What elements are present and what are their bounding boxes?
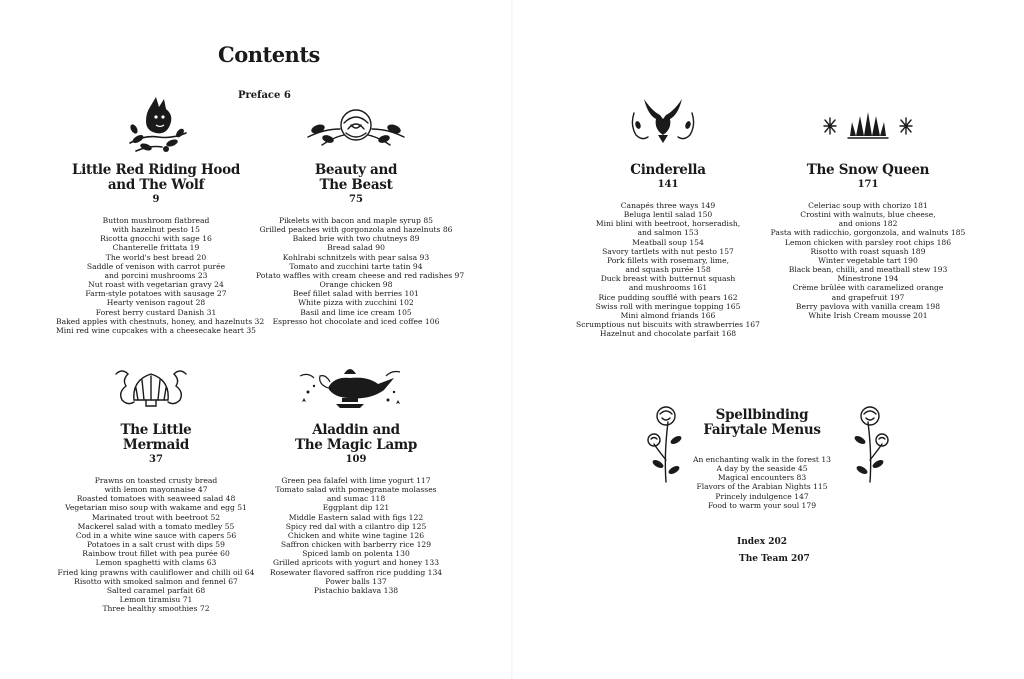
recipe-entry: Lemon tiramisu 71 bbox=[119, 595, 193, 605]
recipe-list bbox=[56, 216, 265, 335]
chapter-title-line: The Little bbox=[120, 422, 192, 438]
recipe-entry: Chanterelle frittata 19 bbox=[112, 243, 200, 253]
section-cinderella bbox=[568, 163, 768, 338]
recipe-entry: Risotto with roast squash 189 bbox=[810, 246, 926, 256]
recipe-entry: Baked brie with two chutneys 89 bbox=[292, 234, 420, 244]
recipe-entry: and mushrooms 161 bbox=[628, 283, 708, 293]
chapter-title-line: Spellbinding bbox=[715, 407, 809, 423]
index-entry: Index 202 bbox=[737, 537, 788, 547]
recipe-entry: Chicken and white wine tagine 126 bbox=[287, 530, 425, 540]
recipe-entry: Beluga lentil salad 150 bbox=[623, 210, 713, 220]
recipe-entry: Rainbow trout fillet with pea purée 60 bbox=[82, 549, 230, 559]
recipe-entry: Forest berry custard Danish 31 bbox=[95, 307, 217, 317]
recipe-entry: Mackerel salad with a tomato medley 55 bbox=[77, 521, 235, 531]
recipe-entry: Pikelets with bacon and maple syrup 85 bbox=[279, 216, 433, 225]
recipe-entry: Saffron chicken with barberry rice 129 bbox=[280, 540, 432, 550]
recipe-entry: White pizza with zucchini 102 bbox=[298, 298, 414, 308]
recipe-list bbox=[56, 476, 256, 613]
chapter-title-line: Aladdin and bbox=[312, 422, 400, 438]
recipe-entry: Green pea falafel with lime yogurt 117 bbox=[281, 476, 431, 485]
recipe-entry: Three healthy smoothies 72 bbox=[102, 604, 210, 614]
ice-crown-icon bbox=[822, 110, 914, 140]
recipe-entry: Basil and lime ice cream 105 bbox=[300, 307, 412, 317]
recipe-entry: Fried king prawns with cauliflower and chilli oil 64 bbox=[57, 567, 255, 577]
recipe-entry: Prawns on toasted crusty bread bbox=[94, 476, 218, 485]
section-red-riding-hood bbox=[56, 162, 265, 335]
chapter-title-line: The Beast bbox=[319, 177, 393, 193]
chapter-title-line: and The Wolf bbox=[107, 177, 205, 193]
recipe-entry: Farm-style potatoes with sausage 27 bbox=[85, 289, 227, 299]
chapter-page-number: 75 bbox=[349, 194, 363, 205]
recipe-entry: Minestrone 194 bbox=[837, 274, 899, 284]
recipe-entry: Button mushroom flatbread bbox=[102, 216, 210, 225]
chapter-title-line: Cinderella bbox=[630, 162, 706, 178]
recipe-entry: Swiss roll with meringue topping 165 bbox=[595, 301, 741, 311]
recipe-entry: Salted caramel parfait 68 bbox=[106, 585, 206, 595]
chapter-title-line: Little Red Riding Hood bbox=[72, 162, 240, 178]
chapter-title-line: The Snow Queen bbox=[806, 162, 930, 178]
recipe-entry: Tomato salad with pomegranate molasses bbox=[275, 485, 437, 495]
chapter-page-number: 37 bbox=[149, 454, 163, 465]
recipe-entry: and porcini mushrooms 23 bbox=[104, 270, 208, 280]
recipe-entry: Marinated trout with beetroot 52 bbox=[91, 512, 221, 522]
recipe-entry: Princely indulgence 147 bbox=[715, 491, 809, 501]
recipe-entry: Savory tartlets with nut pesto 157 bbox=[602, 246, 734, 256]
recipe-entry: Winter vegetable tart 190 bbox=[818, 255, 918, 265]
section-menus bbox=[662, 408, 862, 510]
recipe-list bbox=[256, 476, 456, 595]
page-title: Contents bbox=[218, 42, 320, 67]
chapter-page-number: 171 bbox=[857, 179, 879, 190]
recipe-entry: and sumac 118 bbox=[326, 494, 386, 504]
recipe-entry: Grilled apricots with yogurt and honey 133 bbox=[272, 558, 440, 568]
recipe-entry: Grilled peaches with gorgonzola and hazelnuts 86 bbox=[259, 225, 453, 235]
recipe-entry: Vegetarian miso soup with wakame and egg 51 bbox=[65, 503, 247, 513]
recipe-entry: Pistachio baklava 138 bbox=[313, 585, 399, 595]
recipe-entry: Cod in a white wine sauce with capers 56 bbox=[75, 530, 237, 540]
recipe-entry: Meatball soup 154 bbox=[632, 237, 704, 247]
recipe-entry: Flavors of the Arabian Nights 115 bbox=[696, 482, 828, 492]
recipe-entry: Tomato and zucchini tarte tatin 94 bbox=[289, 261, 423, 271]
recipe-entry: Berry pavlova with vanilla cream 198 bbox=[795, 301, 941, 311]
recipe-entry: and salmon 153 bbox=[637, 228, 699, 238]
recipe-entry: Rice pudding soufflé with pears 162 bbox=[598, 292, 738, 302]
recipe-list bbox=[662, 455, 862, 510]
recipe-entry: Roasted tomatoes with seaweed salad 48 bbox=[76, 494, 236, 504]
recipe-entry: Bread salad 90 bbox=[327, 243, 385, 253]
recipe-entry: Pork fillets with rosemary, lime, bbox=[606, 255, 730, 265]
recipe-entry: Potatoes in a salt crust with dips 59 bbox=[87, 540, 225, 550]
recipe-entry: Risotto with smoked salmon and fennel 67 bbox=[74, 576, 238, 586]
recipe-entry: Magical encounters 83 bbox=[717, 473, 807, 483]
recipe-entry: Duck breast with butternut squash bbox=[600, 274, 736, 284]
chapter-title bbox=[662, 408, 862, 438]
recipe-entry: Lemon chicken with parsley root chips 186 bbox=[784, 237, 952, 247]
section-aladdin bbox=[256, 423, 456, 595]
chapter-title bbox=[256, 163, 456, 193]
recipe-entry: Orange chicken 98 bbox=[319, 280, 393, 290]
magic-lamp-icon bbox=[298, 362, 402, 410]
chapter-title-line: Beauty and bbox=[314, 162, 398, 178]
preface-entry: Preface 6 bbox=[238, 90, 291, 101]
chapter-page-number: 9 bbox=[152, 194, 160, 205]
recipe-entry: White Irish Cream mousse 201 bbox=[808, 310, 928, 320]
chapter-title-line: Mermaid bbox=[122, 437, 190, 453]
section-snow-queen bbox=[768, 163, 968, 320]
recipe-entry: Mini blini with beetroot, horseradish, bbox=[595, 219, 741, 229]
recipe-entry: and onions 182 bbox=[838, 219, 898, 229]
chapter-page-number bbox=[662, 438, 862, 446]
recipe-entry: Saddle of venison with carrot purée bbox=[86, 261, 226, 271]
chapter-title-line: The Magic Lamp bbox=[294, 437, 418, 453]
recipe-entry: Espresso hot chocolate and iced coffee 106 bbox=[272, 316, 440, 326]
recipe-entry: Lemon spaghetti with clams 63 bbox=[95, 558, 217, 568]
section-beauty-beast bbox=[256, 162, 465, 326]
recipe-entry: Celeriac soup with chorizo 181 bbox=[808, 201, 928, 210]
recipe-list bbox=[256, 216, 465, 326]
chapter-title-line: Fairytale Menus bbox=[703, 422, 821, 438]
recipe-entry: Baked apples with chestnuts, honey, and hazelnuts 32 bbox=[56, 316, 265, 326]
team-entry: The Team 207 bbox=[739, 554, 810, 564]
wolf-head-icon bbox=[126, 93, 190, 157]
recipe-entry: Hazelnut and chocolate parfait 168 bbox=[599, 329, 737, 339]
recipe-entry: Nut roast with vegetarian gravy 24 bbox=[88, 280, 224, 290]
recipe-entry: Black bean, chilli, and meatball stew 193 bbox=[788, 265, 948, 275]
recipe-entry: An enchanting walk in the forest 13 bbox=[693, 455, 831, 464]
recipe-entry: Beef fillet salad with berries 101 bbox=[293, 289, 419, 299]
chapter-title bbox=[768, 163, 968, 178]
recipe-entry: Potato waffles with cream cheese and red radishes 97 bbox=[256, 270, 465, 280]
recipe-entry: The world's best bread 20 bbox=[105, 252, 207, 262]
recipe-entry: Rosewater flavored saffron rice pudding 134 bbox=[269, 567, 443, 577]
section-little-mermaid bbox=[56, 423, 256, 613]
chapter-title bbox=[568, 163, 768, 178]
recipe-entry: Food to warm your soul 179 bbox=[707, 500, 817, 510]
recipe-entry: Ricotta gnocchi with sage 16 bbox=[100, 234, 212, 244]
chapter-title bbox=[56, 423, 256, 453]
seashell-icon bbox=[112, 366, 190, 410]
right-page bbox=[512, 0, 1024, 679]
rose-icon bbox=[304, 105, 408, 147]
chapter-page-number: 109 bbox=[345, 454, 367, 465]
recipe-entry: Hearty venison ragout 28 bbox=[106, 298, 206, 308]
recipe-entry: Mini almond friands 166 bbox=[620, 310, 716, 320]
recipe-entry: and grapefruit 197 bbox=[831, 292, 905, 302]
recipe-entry: Scrumptious nut biscuits with strawberries 167 bbox=[576, 320, 760, 330]
recipe-entry: Spicy red dal with a cilantro dip 125 bbox=[285, 521, 427, 531]
dove-icon bbox=[628, 97, 698, 145]
recipe-entry: Crème brûlée with caramelized orange bbox=[792, 283, 944, 293]
recipe-entry: Spiced lamb on polenta 130 bbox=[302, 549, 410, 559]
recipe-entry: Mini red wine cupcakes with a cheesecake heart 35 bbox=[56, 325, 256, 335]
recipe-entry: Eggplant dip 121 bbox=[322, 503, 390, 513]
chapter-page-number: 141 bbox=[657, 179, 679, 190]
recipe-entry: with hazelnut pesto 15 bbox=[112, 225, 200, 235]
recipe-entry: and squash purée 158 bbox=[625, 265, 711, 275]
recipe-entry: Crostini with walnuts, blue cheese, bbox=[800, 210, 936, 220]
recipe-entry: Middle Eastern salad with figs 122 bbox=[288, 512, 424, 522]
recipe-list bbox=[568, 201, 768, 338]
recipe-list bbox=[768, 201, 968, 320]
recipe-entry: Pasta with radicchio, gorgonzola, and walnuts 185 bbox=[770, 228, 966, 238]
chapter-title bbox=[56, 163, 256, 193]
chapter-title bbox=[256, 423, 456, 453]
recipe-entry: Canapés three ways 149 bbox=[620, 201, 716, 210]
recipe-entry: Kohlrabi schnitzels with pear salsa 93 bbox=[282, 252, 430, 262]
recipe-entry: with lemon mayonnaise 47 bbox=[104, 485, 208, 495]
recipe-entry: A day by the seaside 45 bbox=[716, 464, 808, 474]
recipe-entry: Power balls 137 bbox=[325, 576, 387, 586]
